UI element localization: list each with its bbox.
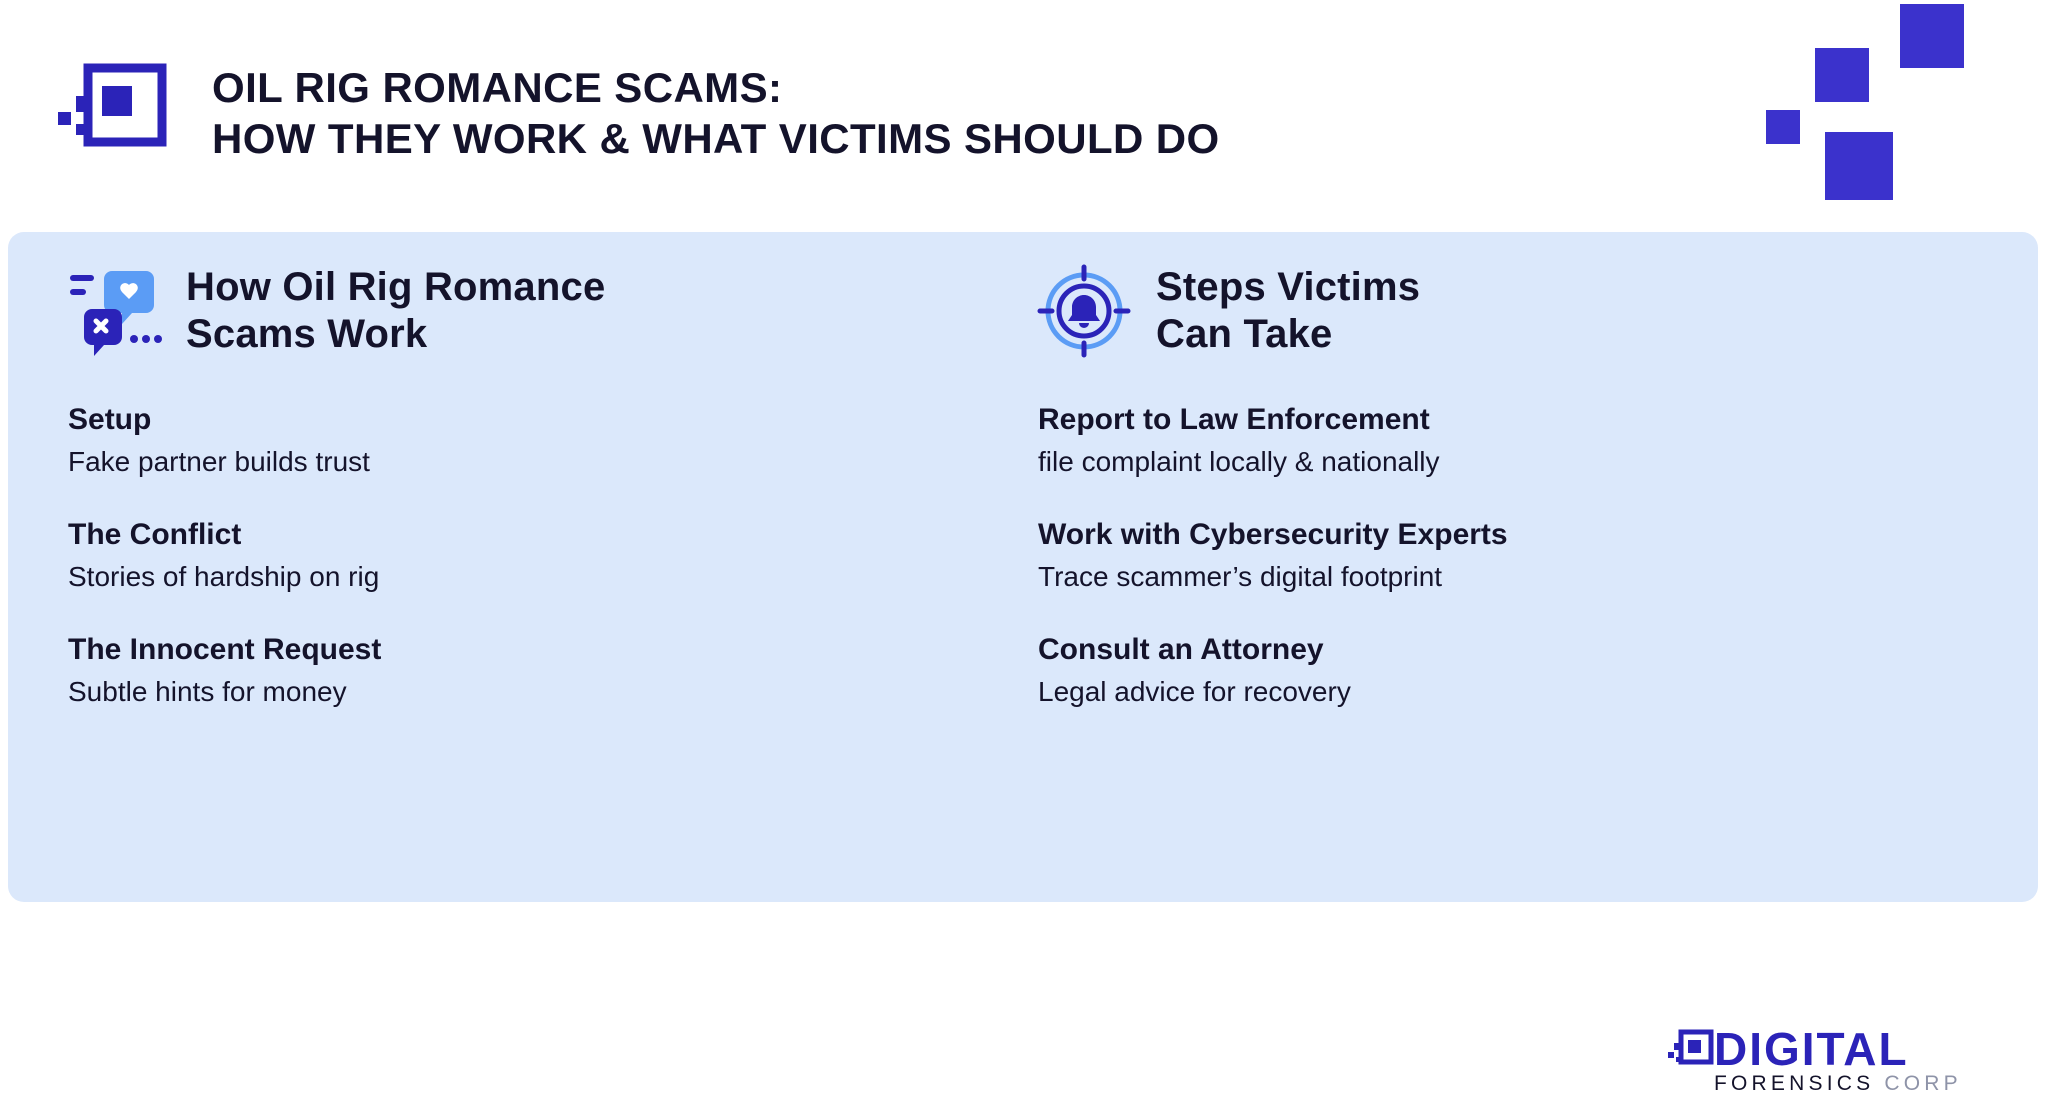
brand-subtitle-corp: CORP [1884, 1072, 1962, 1095]
item-description: Subtle hints for money [68, 676, 347, 707]
list-item [68, 517, 968, 594]
item-title: Work with Cybersecurity Experts [1038, 518, 1508, 551]
list-item [1038, 517, 1938, 594]
decorative-square-1 [1900, 4, 1964, 68]
column-title-line-2: Can Take [1156, 312, 1333, 356]
brand-logo [1668, 1022, 1988, 1102]
item-title: Report to Law Enforcement [1038, 403, 1430, 436]
list-item [1038, 402, 1938, 479]
column-steps-victims-can-take [1038, 232, 1938, 747]
list-item [1038, 632, 1938, 709]
column-how-scams-work [68, 232, 968, 747]
list-item [68, 632, 968, 709]
brand-subtitle-forensics: FORENSICS [1714, 1072, 1885, 1095]
digital-forensics-mark-icon [1668, 1030, 1712, 1074]
column-title-line-1: Steps Victims [1156, 264, 1421, 309]
brand-subtitle [1714, 1072, 1962, 1096]
page-title-line-1: OIL RIG ROMANCE SCAMS: [212, 64, 783, 111]
column-title [1156, 264, 1420, 358]
header [0, 0, 2046, 232]
item-description: file complaint locally & nationally [1038, 446, 1440, 477]
page-title-line-2: HOW THEY WORK & WHAT VICTIMS SHOULD DO [212, 115, 1220, 163]
brand-name: DIGITAL [1714, 1023, 1909, 1075]
column-items [68, 402, 968, 709]
chat-scam-icon [68, 265, 160, 357]
digital-forensics-mark-icon [56, 62, 166, 154]
decorative-square-2 [1815, 48, 1869, 102]
column-header [68, 232, 968, 372]
column-header [1038, 232, 1938, 372]
page-title [212, 62, 1512, 164]
item-title: The Innocent Request [68, 633, 382, 666]
column-items [1038, 402, 1938, 709]
target-alert-icon [1038, 265, 1130, 357]
item-description: Legal advice for recovery [1038, 676, 1351, 707]
item-description: Fake partner builds trust [68, 446, 370, 477]
item-title: The Conflict [68, 518, 242, 551]
column-title [186, 264, 605, 358]
item-description: Stories of hardship on rig [68, 561, 380, 592]
item-title: Consult an Attorney [1038, 633, 1324, 666]
item-description: Trace scammer’s digital footprint [1038, 561, 1443, 592]
item-title: Setup [68, 403, 152, 436]
decorative-square-3 [1766, 110, 1800, 144]
content-panel [8, 232, 2038, 1095]
column-title-line-1: How Oil Rig Romance [186, 264, 606, 309]
list-item [68, 402, 968, 479]
column-title-line-2: Scams Work [186, 312, 428, 356]
decorative-square-4 [1825, 132, 1893, 200]
